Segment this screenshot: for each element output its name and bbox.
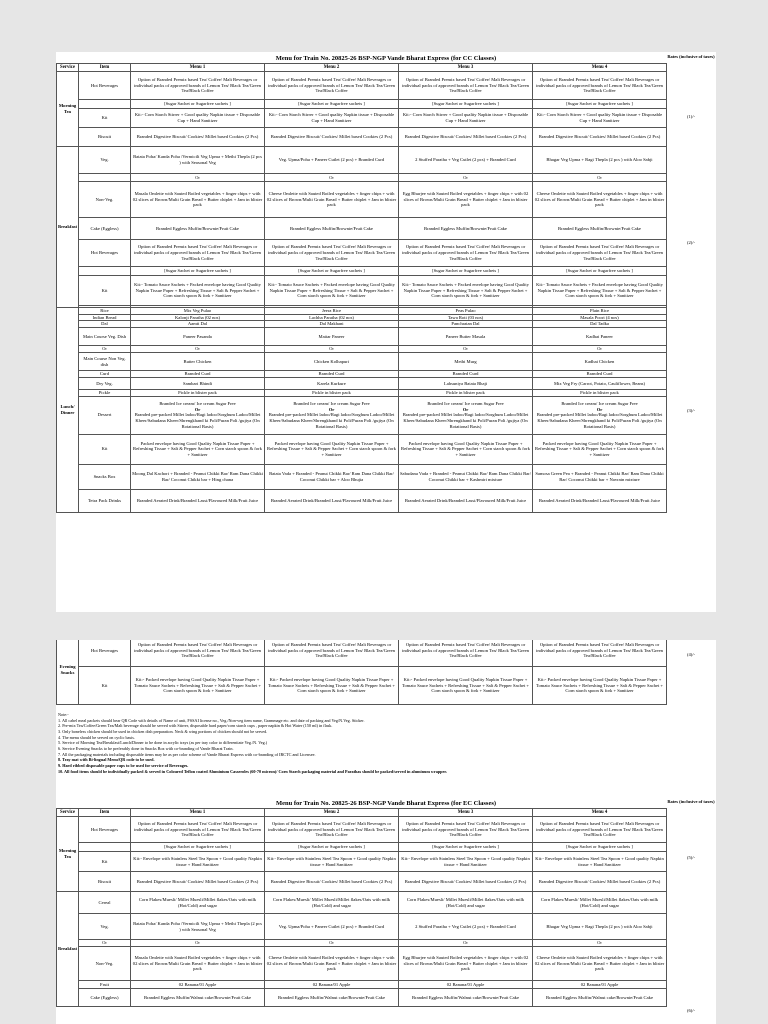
service-label: Morning Tea <box>57 72 79 147</box>
menu-cell: Branded Curd <box>533 371 667 378</box>
menu-cell: Branded Eggless Muffin/Brownie/Fruit Cake <box>131 218 265 240</box>
table-row <box>57 914 667 940</box>
menu-cell: Option of Branded Premix based Tea/ Coffee/ Malt Beverages or individual packs of approved brands of Lemon Tea/ Black Tea/Green Tea/Black Coffee <box>131 72 265 100</box>
col-header: Menu 3 <box>399 809 533 817</box>
menu-cell: Branded Aerated Drink/Branded Lassi/Flavoured Milk/Fruit Juice <box>533 489 667 512</box>
table-row <box>57 72 667 100</box>
col-header: Menu 4 <box>533 64 667 72</box>
note-item: 7. All the packaging materials including disposable items may be as per color scheme of Vande Bharat Express with co-branding of IRCTC and Licensee. <box>58 751 316 757</box>
menu-cell: Option of Branded Premix based Tea/ Coffee/ Malt Beverages or individual packs of approved brands of Lemon Tea/ Black Tea/Green Tea/Black Coffee <box>399 640 533 667</box>
menu-cell: Branded Eggless Muffin/Walnut cake/Brownie/Fruit Cake <box>533 989 667 1007</box>
menu-cell: Branded Curd <box>265 371 399 378</box>
menu-cell: Branded Digestive Biscuit/ Cookies/ Millet based Cookies (2 Pcs) <box>399 128 533 147</box>
menu-cell: [Sugar Sachet or Sugarfree sachets ] <box>533 267 667 276</box>
menu-cell: [Sugar Sachet or Sugarfree sachets ] <box>265 267 399 276</box>
menu-cell: Kit:- Tomato Sauce Sachets + Packed envelope having Good Quality Napkin Tissue Paper + Refreshing Tissue + Salt & Pepper Sachet + Corn starch spoon & fork + Sanitizer <box>265 276 399 306</box>
menu-cell: Option of Branded Premix based Tea/ Coffee/ Malt Beverages or individual packs of approved brands of Lemon Tea/ Black Tea/Green Tea/Black Coffee <box>533 72 667 100</box>
item-label: Hot Beverages <box>79 817 131 843</box>
col-header: Service <box>57 809 79 817</box>
menu-cell: Option of Branded Premix based Tea/ Coffee/ Malt Beverages or individual packs of approved brands of Lemon Tea/ Black Tea/Green Tea/Black Coffee <box>399 72 533 100</box>
rate-value: (1)/- <box>687 114 695 119</box>
table-row <box>57 940 667 947</box>
col-header: Menu 2 <box>265 809 399 817</box>
table-row <box>57 321 667 328</box>
menu-cell: Kit:- Tomato Sauce Sachets + Packed envelope having Good Quality Napkin Tissue Paper + Refreshing Tissue + Salt & Pepper Sachet + Corn starch spoon & fork + Sanitizer <box>131 276 265 306</box>
menu-cell: Mattar Paneer <box>265 328 399 346</box>
menu-cell: Branded Digestive Biscuit/ Cookies/ Millet based Cookies (2 Pcs) <box>131 872 265 892</box>
or-separator: Or <box>131 346 265 353</box>
menu-cell: Masala Omlette with Sauted Boiled vegetables + finger chips + with 02 slices of Brown/Multi Grain Bread + Butter chiplet + Jam in blister pack <box>131 947 265 981</box>
menu-cell: Option of Branded Premix based Tea/ Coffee/ Malt Beverages or individual packs of approved brands of Lemon Tea/ Black Tea/Green Tea/Black Coffee <box>265 240 399 267</box>
menu-cell: Packed envelope having Good Quality Napkin Tissue Paper + Refreshing Tissue + Salt & Pepper Sachet + Corn starch spoon & fork + Sanitizer <box>533 434 667 464</box>
item-label: Curd <box>79 371 131 378</box>
menu-cell: Kadhai Paneer <box>533 328 667 346</box>
or-separator: Or <box>131 940 265 947</box>
table-row <box>57 353 667 371</box>
menu-cell: Branded Eggless Muffin/Walnut cake/Brownie/Fruit Cake <box>399 989 533 1007</box>
rates-header: Rates (inclusive of taxes) <box>667 54 715 59</box>
item-label: Tetra Pack Drinks <box>79 489 131 512</box>
menu-cell: Paneer Pasanda <box>131 328 265 346</box>
menu-cell: Branded Eggless Muffin/Brownie/Fruit Cake <box>265 218 399 240</box>
menu-cell: [Sugar Sachet or Sugarfree sachets ] <box>399 267 533 276</box>
menu-cell: Branded Curd <box>399 371 533 378</box>
notes-block <box>56 712 666 774</box>
menu-cell: Corn Flakes/Muesli/ Millet Muesli/Millet flakes/Oats with milk (Hot/Cold) and sugar <box>533 892 667 914</box>
menu-table-ec <box>56 808 667 1007</box>
menu-page-ec <box>56 640 716 1024</box>
col-header: Menu 1 <box>131 809 265 817</box>
table-row <box>57 817 667 843</box>
menu-cell: Branded Digestive Biscuit/ Cookies/ Millet based Cookies (2 Pcs) <box>131 128 265 147</box>
menu-cell: Kit:- Corn Starch Stirrer + Good quality Napkin tissue + Disposable Cup + Hand Sanitizer <box>399 109 533 128</box>
table-row <box>57 371 667 378</box>
menu-cell: Option of Branded Premix based Tea/ Coffee/ Malt Beverages or individual packs of approved brands of Lemon Tea/ Black Tea/Green Tea/Black Coffee <box>533 240 667 267</box>
menu-cell: Kit:- Packed envelope having Good Quality Napkin Tissue Paper + Tomato Sauce Sachets + Refreshing Tissue + Salt & Pepper Sachet + Corn starch spoon & fork + Sanitizer <box>533 667 667 705</box>
menu-cell: Branded Ice cream/ Ice cream Sugar Free Or Branded pre-packed Millet ladoo/Ragi ladoo/Sorghum Ladoo/Millet Kheer/Sabudana Kheer/Shrengkhand ki Poli/Puran Poli /gujiya (On Rotational Basis) <box>131 396 265 434</box>
item-label: Hot Beverages <box>79 240 131 267</box>
service-label: Morning Tea <box>57 817 79 892</box>
menu-cell: Pickle in blister pack <box>533 389 667 396</box>
menu-cell: Branded Digestive Biscuit/ Cookies/ Millet based Cookies (2 Pcs) <box>533 128 667 147</box>
item-label: Veg. <box>79 914 131 940</box>
item-label: Non-Veg. <box>79 947 131 981</box>
menu-cell: Option of Branded Premix based Tea/ Coffee/ Malt Beverages or individual packs of approved brands of Lemon Tea/ Black Tea/Green Tea/Black Coffee <box>533 817 667 843</box>
menu-cell: Option of Branded Premix based Tea/ Coffee/ Malt Beverages or individual packs of approved brands of Lemon Tea/ Black Tea/Green Tea/Black Coffee <box>533 640 667 667</box>
table-row <box>57 377 667 389</box>
item-label: Fruit <box>79 981 131 989</box>
note-heading: Note:- <box>58 712 69 717</box>
item-label: Cereal <box>79 892 131 914</box>
item-label: Main Course Veg. Dish <box>79 328 131 346</box>
menu-cell: Option of Branded Premix based Tea/ Coffee/ Malt Beverages or individual packs of approved brands of Lemon Tea/ Black Tea/Green Tea/Black Coffee <box>131 240 265 267</box>
menu-cell: Corn Flakes/Muesli/ Millet Muesli/Millet flakes/Oats with milk (Hot/Cold) and sugar <box>131 892 265 914</box>
menu-cell: Branded Digestive Biscuit/ Cookies/ Millet based Cookies (2 Pcs) <box>265 128 399 147</box>
or-separator: Or <box>131 174 265 182</box>
header-row <box>57 64 667 72</box>
menu-cell: Masala Poori (4 nos) <box>533 314 667 321</box>
or-separator: Or <box>265 346 399 353</box>
menu-cell: Pickle in blister pack <box>131 389 265 396</box>
rate-value: (3)/- <box>687 408 695 413</box>
menu-cell: Branded Digestive Biscuit/ Cookies/ Millet based Cookies (2 Pcs) <box>533 872 667 892</box>
table-row <box>57 892 667 914</box>
menu-cell: Karela Kurkure <box>265 377 399 389</box>
table-row <box>57 128 667 147</box>
or-separator: Or <box>79 346 131 353</box>
menu-cell: Branded Digestive Biscuit/ Cookies/ Millet based Cookies (2 Pcs) <box>265 872 399 892</box>
evening-snacks-table <box>56 640 667 705</box>
menu-cell: Option of Branded Premix based Tea/ Coffee/ Malt Beverages or individual packs of approved brands of Lemon Tea/ Black Tea/Green Tea/Black Coffee <box>399 240 533 267</box>
item-label: Cake (Eggless) <box>79 989 131 1007</box>
menu-table-cc <box>56 63 667 513</box>
item-label: Main Course Non Veg. dish <box>79 353 131 371</box>
menu-cell: Batata Vada + Branded - Peanut Chikki Bar/ Ram Dana Chikki Bar/ Coconut Chikki bar + Aloo Bhujia <box>265 464 399 489</box>
menu-cell: Branded Eggless Muffin/Walnut cake/Brownie/Fruit Cake <box>131 989 265 1007</box>
menu-cell: Kit:- Tomato Sauce Sachets + Packed envelope having Good Quality Napkin Tissue Paper + Refreshing Tissue + Salt & Pepper Sachet + Corn starch spoon & fork + Sanitizer <box>533 276 667 306</box>
table-row <box>57 489 667 512</box>
note-item: 5. Service of Morning Tea/Breakfast/Lunch/Dinner to be done in acrylic trays (as per tray color to differentiate Veg./N. Veg.) <box>58 740 268 746</box>
menu-cell: [Sugar Sachet or Sugarfree sachets ] <box>265 100 399 109</box>
menu-cell: 02 Banana/01 Apple <box>533 981 667 989</box>
menu-cell: Lahsuniya Batata Bhaji <box>399 377 533 389</box>
or-separator: Or <box>399 940 533 947</box>
item-label: Dessert <box>79 396 131 434</box>
menu-cell: Branded Ice cream/ Ice cream Sugar Free Or Branded pre-packed Millet ladoo/Ragi ladoo/Sorghum Ladoo/Millet Kheer/Sabudana Kheer/Shrengkhand ki Poli/Puran Poli /gujiya (On Rotational Basis) <box>265 396 399 434</box>
service-label: Breakfast <box>57 147 79 308</box>
menu-cell: [Sugar Sachet or Sugarfree sachets ] <box>131 100 265 109</box>
service-label: Lunch/ Dinner <box>57 308 79 513</box>
item-label: Kit <box>79 852 131 872</box>
menu-cell: Masala Omlette with Sauted Boiled vegetables + finger chips + with 02 slices of Brown/Multi Grain Bread + Butter chiplet + Jam in blister pack <box>131 182 265 218</box>
or-separator: Or <box>399 346 533 353</box>
menu-cell: Kit:- Packed envelope having Good Quality Napkin Tissue Paper + Tomato Sauce Sachets + Refreshing Tissue + Salt & Pepper Sachet + Corn starch spoon & fork + Sanitizer <box>399 667 533 705</box>
or-separator: Or <box>533 940 667 947</box>
item-label: Dal <box>79 321 131 328</box>
table-row <box>57 947 667 981</box>
menu-cell: Option of Branded Premix based Tea/ Coffee/ Malt Beverages or individual packs of approved brands of Lemon Tea/ Black Tea/Green Tea/Black Coffee <box>265 72 399 100</box>
menu-cell: Sambari Bhindi <box>131 377 265 389</box>
table-row <box>57 182 667 218</box>
menu-cell: Cheese Omlette with Sauted Boiled vegetables + finger chips + with 02 slices of Brown/Multi Grain Bread + Butter chiplet + Jam in blister pack <box>265 182 399 218</box>
item-label: Dry Veg. <box>79 377 131 389</box>
page-title: Menu for Train No. 20825-26 BSP-NGP Vande Bharat Express (for CC Classes) <box>275 55 497 62</box>
item-label: Rice <box>79 308 131 315</box>
menu-cell: Dal Makhani <box>265 321 399 328</box>
table-row <box>57 872 667 892</box>
item-label: Kit <box>79 667 131 705</box>
menu-cell: Branded Curd <box>131 371 265 378</box>
item-label: Non-Veg. <box>79 182 131 218</box>
menu-cell: [Sugar Sachet or Sugarfree sachets ] <box>399 100 533 109</box>
menu-cell: Pickle in blister pack <box>399 389 533 396</box>
or-separator: Or <box>265 940 399 947</box>
note-item: 1. All cabel meal packets should bear QR Code with details of Name of unit, FSSAI license no., Veg./Non-veg item name, Grammage etc. and date of packing and Veg/N.Veg. Sticker. <box>58 717 365 723</box>
col-header: Menu 2 <box>265 64 399 72</box>
menu-cell: Veg. Upma/Poha + Paneer Cutlet (2 pcs) + Branded Curd <box>265 914 399 940</box>
menu-cell: Chicken Kolhapuri <box>265 353 399 371</box>
menu-cell: Corn Flakes/Muesli/ Millet Muesli/Millet flakes/Oats with milk (Hot/Cold) and sugar <box>265 892 399 914</box>
table-row <box>57 396 667 434</box>
note-item: 9. Hard ribbed disposable paper cups to be used for service of Beverages. <box>58 763 189 769</box>
table-row <box>57 109 667 128</box>
rate-value: (6)/- <box>687 1008 695 1013</box>
table-row <box>57 667 667 705</box>
menu-cell: Option of Branded Premix based Tea/ Coffee/ Malt Beverages or individual packs of approved brands of Lemon Tea/ Black Tea/Green Tea/Black Coffee <box>265 640 399 667</box>
table-row <box>57 989 667 1007</box>
rates-header: Rates (inclusive of taxes) <box>667 799 715 804</box>
menu-cell: Branded Digestive Biscuit/ Cookies/ Millet based Cookies (2 Pcs) <box>399 872 533 892</box>
rate-value: (2)/- <box>687 240 695 245</box>
table-row <box>57 240 667 267</box>
menu-cell: Jeera Rice <box>265 308 399 315</box>
menu-cell: Branded Eggless Muffin/Brownie/Fruit Cake <box>533 218 667 240</box>
menu-cell: Kit:- Tomato Sauce Sachets + Packed envelope having Good Quality Napkin Tissue Paper + Refreshing Tissue + Salt & Pepper Sachet + Corn starch spoon & fork + Sanitizer <box>399 276 533 306</box>
or-separator: Or <box>265 174 399 182</box>
item-label: Biscuit <box>79 872 131 892</box>
menu-cell: 2 Stuffed Paratha + Veg Cutlet (2 pcs) + Branded Curd <box>399 147 533 174</box>
menu-cell: Paneer Butter Masala <box>399 328 533 346</box>
menu-cell: Branded Ice cream/ Ice cream Sugar Free Or Branded pre-packed Millet ladoo/Ragi ladoo/Sorghum Ladoo/Millet Kheer/Sabudana Kheer/Shrengkhand ki Poli/Puran Poli /gujiya (On Rotational Basis) <box>399 396 533 434</box>
menu-cell: Kalonji Paratha (02 nos) <box>131 314 265 321</box>
item-label: Snacks Box <box>79 464 131 489</box>
menu-cell: Packed envelope having Good Quality Napkin Tissue Paper + Refreshing Tissue + Salt & Pepper Sachet + Corn starch spoon & fork + Sanitizer <box>131 434 265 464</box>
menu-cell: Option of Branded Premix based Tea/ Coffee/ Malt Beverages or individual packs of approved brands of Lemon Tea/ Black Tea/Green Tea/Black Coffee <box>131 817 265 843</box>
table-row <box>57 981 667 989</box>
menu-cell: 02 Banana/01 Apple <box>265 981 399 989</box>
table-row <box>57 147 667 174</box>
table-row <box>57 308 667 315</box>
table-row <box>57 389 667 396</box>
col-header: Menu 4 <box>533 809 667 817</box>
menu-cell: Butter Chicken <box>131 353 265 371</box>
menu-cell: Kit:- Envelope with Stainless Steel Tea Spoon + Good quality Napkin tissue + Hand Sanitizer <box>399 852 533 872</box>
table-row <box>57 434 667 464</box>
menu-cell: Aamti Dal <box>131 321 265 328</box>
menu-cell: Branded Aerated Drink/Branded Lassi/Flavoured Milk/Fruit Juice <box>399 489 533 512</box>
item-label: Biscuit <box>79 128 131 147</box>
menu-cell: [Sugar Sachet or Sugarfree sachets ] <box>533 843 667 852</box>
item-label: Veg. <box>79 147 131 174</box>
service-label: Breakfast <box>57 892 79 1007</box>
menu-cell: Option of Branded Premix based Tea/ Coffee/ Malt Beverages or individual packs of approved brands of Lemon Tea/ Black Tea/Green Tea/Black Coffee <box>131 640 265 667</box>
menu-cell: Dal Tadka <box>533 321 667 328</box>
table-row <box>57 174 667 182</box>
table-row <box>57 276 667 306</box>
menu-cell: Moong Dal Kachori + Branded - Peanut Chikki Bar/ Ram Dana Chikki Bar/ Coconut Chikki bar + Hing chana <box>131 464 265 489</box>
menu-cell: Sabudana Vada + Branded - Peanut Chikki Bar/ Ram Dana Chikki Bar/ Coconut Chikki bar + Kashmiri mixture <box>399 464 533 489</box>
page-title: Menu for Train No. 20825-26 BSP-NGP Vande Bharat Express (for EC Classes) <box>275 800 497 807</box>
menu-cell: Branded Aerated Drink/Branded Lassi/Flavoured Milk/Fruit Juice <box>265 489 399 512</box>
or-separator: Or <box>533 174 667 182</box>
menu-cell: Kit:- Corn Starch Stirrer + Good quality Napkin tissue + Disposable Cup + Hand Sanitizer <box>265 109 399 128</box>
item-label: Kit <box>79 434 131 464</box>
menu-cell: Veg. Upma/Poha + Paneer Cutlet (2 pcs) + Branded Curd <box>265 147 399 174</box>
menu-cell: Kit:- Packed envelope having Good Quality Napkin Tissue Paper + Tomato Sauce Sachets + Refreshing Tissue + Salt & Pepper Sachet + Corn starch spoon & fork + Sanitizer <box>131 667 265 705</box>
menu-cell: [Sugar Sachet or Sugarfree sachets ] <box>131 267 265 276</box>
note-item: 3. Only boneless chicken should be used in chicken dish preparation. Neck & wing portions of chicken should not be served. <box>58 729 268 735</box>
menu-cell: [Sugar Sachet or Sugarfree sachets ] <box>533 100 667 109</box>
or-separator: Or <box>533 346 667 353</box>
item-label: Hot Beverages <box>79 640 131 667</box>
menu-cell: Cheese Omlette with Sauted Boiled vegetables + finger chips + with 02 slices of Brown/Multi Grain Bread + Butter chiplet + Jam in blister pack <box>533 947 667 981</box>
table-row <box>57 314 667 321</box>
col-header: Menu 3 <box>399 64 533 72</box>
menu-cell: Pickle in blister pack <box>265 389 399 396</box>
table-row <box>57 100 667 109</box>
menu-cell: Mix Veg Fry (Carrot, Potato, Cauliflower, Beans) <box>533 377 667 389</box>
menu-cell: [Sugar Sachet or Sugarfree sachets ] <box>265 843 399 852</box>
menu-cell: Lachha Paratha (02 nos) <box>265 314 399 321</box>
table-row <box>57 640 667 667</box>
table-row <box>57 267 667 276</box>
menu-cell: 2 Stuffed Paratha + Veg Cutlet (2 pcs) + Branded Curd <box>399 914 533 940</box>
item-label: Kit <box>79 276 131 306</box>
service-label: Evening Snacks <box>57 640 79 705</box>
menu-cell: Batata Poha/ Kanda Poha /Vermicili Veg Upma + Methi Thepla (2 pcs ) with Seasonal Veg <box>131 914 265 940</box>
menu-cell: Bhagar Veg Upma + Ragi Thepla (2 pcs ) with Aloo Sabji <box>533 147 667 174</box>
note-item: 6. Service Evening Snacks to be preferably done in Snacks Box with co-branding of Vande Bharat Train. <box>58 746 234 752</box>
menu-cell: Tawa Roti (03 nos) <box>399 314 533 321</box>
menu-cell: Kit:- Envelope with Stainless Steel Tea Spoon + Good quality Napkin tissue + Hand Sanitizer <box>533 852 667 872</box>
menu-cell: Kadhai Chicken <box>533 353 667 371</box>
table-row <box>57 852 667 872</box>
item-label: Kit <box>79 109 131 128</box>
item-label: Hot Beverages <box>79 72 131 100</box>
menu-cell: Bhagar Veg Upma + Ragi Thepla (2 pcs ) with Aloo Sabji <box>533 914 667 940</box>
note-item: 10. All food items should be individually packed & served in Coloured Teflon coated Aluminium Casseroles (60-70 micron)/ Corn Starch packaging material and Parathas should be packed/served in aluminum wrapper. <box>58 768 447 774</box>
menu-cell: [Sugar Sachet or Sugarfree sachets ] <box>399 843 533 852</box>
menu-cell: Cheese Omlette with Sauted Boiled vegetables + finger chips + with 02 slices of Brown/Multi Grain Bread + Butter chiplet + Jam in blister pack <box>265 947 399 981</box>
item-label: Pickle <box>79 389 131 396</box>
item-label: Indian Bread <box>79 314 131 321</box>
menu-cell: Option of Branded Premix based Tea/ Coffee/ Malt Beverages or individual packs of approved brands of Lemon Tea/ Black Tea/Green Tea/Black Coffee <box>399 817 533 843</box>
menu-cell: Kit:- Corn Starch Stirrer + Good quality Napkin tissue + Disposable Cup + Hand Sanitizer <box>131 109 265 128</box>
table-row <box>57 218 667 240</box>
menu-cell: Corn Flakes/Muesli/ Millet Muesli/Millet flakes/Oats with milk (Hot/Cold) and sugar <box>399 892 533 914</box>
rate-value: (5)/- <box>687 855 695 860</box>
table-row <box>57 843 667 852</box>
menu-cell: Egg Bhurjee with Sauted Boiled vegetables + finger chips + with 02 slices of Brown/Multi Grain Bread + Butter chiplet + Jam in blister pack <box>399 182 533 218</box>
menu-page-cc <box>56 52 716 612</box>
menu-cell: 02 Banana/01 Apple <box>131 981 265 989</box>
menu-cell: Mix Veg Pulao <box>131 308 265 315</box>
rate-value: (4)/- <box>687 652 695 657</box>
table-row <box>57 464 667 489</box>
menu-cell: Panchratan Dal <box>399 321 533 328</box>
menu-cell: Kit:- Corn Starch Stirrer + Good quality Napkin tissue + Disposable Cup + Hand Sanitizer <box>533 109 667 128</box>
note-item: 4. The menu should be served on cyclic basis. <box>58 734 135 740</box>
menu-cell: Packed envelope having Good Quality Napkin Tissue Paper + Refreshing Tissue + Salt & Pepper Sachet + Corn starch spoon & fork + Sanitizer <box>265 434 399 464</box>
menu-cell: 02 Banana/01 Apple <box>399 981 533 989</box>
col-header: Item <box>79 64 131 72</box>
note-item: 2. Pre-mix Tea/Coffee/Green Tea/Malt beverage should be served with Stirrer, disposable hard paper/corn starch cups , paper napkin & Hot Water (150 ml) in flask. <box>58 723 333 729</box>
menu-cell: Samosa Green Pea + Branded - Peanut Chikki Bar/ Ram Dana Chikki Bar/ Coconut Chikki bar + Navratn mixture <box>533 464 667 489</box>
note-item: 8. Tray mat with Bi-lingual Menu/QR code to be used. <box>58 757 155 763</box>
menu-cell: Plain Rice <box>533 308 667 315</box>
menu-cell: Packed envelope having Good Quality Napkin Tissue Paper + Refreshing Tissue + Salt & Pepper Sachet + Corn starch spoon & fork + Sanitizer <box>399 434 533 464</box>
col-header: Service <box>57 64 79 72</box>
menu-cell: Kit:- Envelope with Stainless Steel Tea Spoon + Good quality Napkin tissue + Hand Sanitizer <box>131 852 265 872</box>
menu-cell: Cheese Omlette with Sauted Boiled vegetables + finger chips + with 02 slices of Brown/Multi Grain Bread + Butter chiplet + Jam in blister pack <box>533 182 667 218</box>
menu-cell: Option of Branded Premix based Tea/ Coffee/ Malt Beverages or individual packs of approved brands of Lemon Tea/ Black Tea/Green Tea/Black Coffee <box>265 817 399 843</box>
table-row <box>57 346 667 353</box>
menu-cell: [Sugar Sachet or Sugarfree sachets ] <box>131 843 265 852</box>
or-separator: Or <box>399 174 533 182</box>
menu-cell: Branded Eggless Muffin/Brownie/Fruit Cake <box>399 218 533 240</box>
menu-cell: Kit:- Envelope with Stainless Steel Tea Spoon + Good quality Napkin tissue + Hand Sanitizer <box>265 852 399 872</box>
or-separator: Or <box>79 940 131 947</box>
header-row <box>57 809 667 817</box>
table-row <box>57 328 667 346</box>
menu-cell: Egg Bhurjee with Sauted Boiled vegetables + finger chips + with 02 slices of Brown/Multi Grain Bread + Butter chiplet + Jam in blister pack <box>399 947 533 981</box>
menu-cell: Branded Ice cream/ Ice cream Sugar Free Or Branded pre-packed Millet ladoo/Ragi ladoo/Sorghum Ladoo/Millet Kheer/Sabudana Kheer/Shrengkhand ki Poli/Puran Poli /gujiya (On Rotational Basis) <box>533 396 667 434</box>
menu-cell: Methi Murg <box>399 353 533 371</box>
col-header: Menu 1 <box>131 64 265 72</box>
menu-cell: Peas Pulao <box>399 308 533 315</box>
menu-cell: Kit:- Packed envelope having Good Quality Napkin Tissue Paper + Tomato Sauce Sachets + Refreshing Tissue + Salt & Pepper Sachet + Corn starch spoon & fork + Sanitizer <box>265 667 399 705</box>
item-label: Cake (Eggless) <box>79 218 131 240</box>
col-header: Item <box>79 809 131 817</box>
menu-cell: Branded Aerated Drink/Branded Lassi/Flavoured Milk/Fruit Juice <box>131 489 265 512</box>
menu-cell: Branded Eggless Muffin/Walnut cake/Brownie/Fruit Cake <box>265 989 399 1007</box>
menu-cell: Batata Poha/ Kanda Poha /Vermicili Veg Upma + Methi Thepla (2 pcs ) with Seasonal Veg <box>131 147 265 174</box>
